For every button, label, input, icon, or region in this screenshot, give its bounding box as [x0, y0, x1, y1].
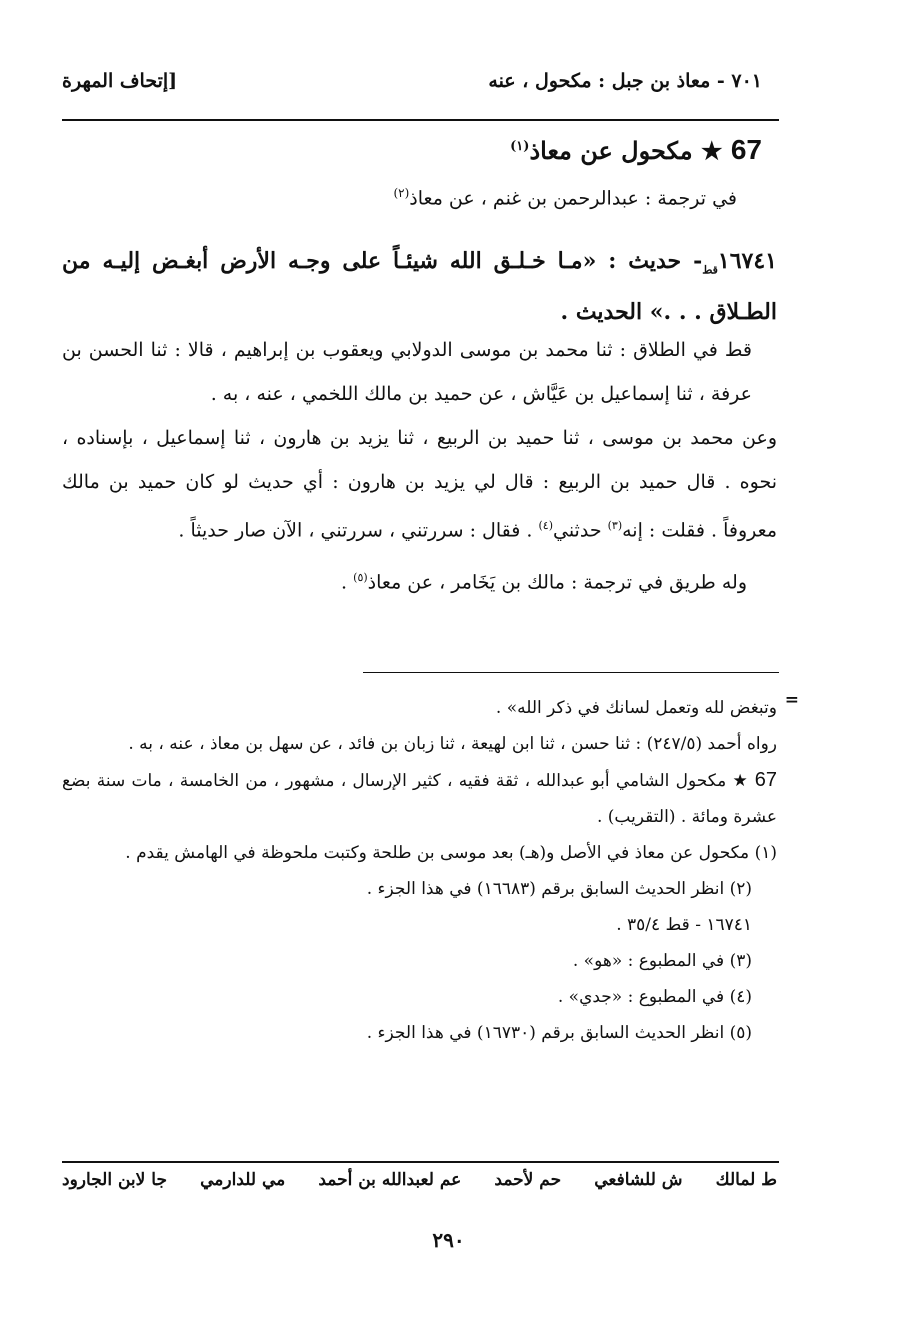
- footnote: وتبغض لله وتعمل لسانك في ذكر الله» .: [495, 698, 777, 718]
- footnote-ref: (٤): [538, 519, 553, 532]
- footnote: رواه أحمد (٢٤٧/٥) : ثنا حسن ، ثنا ابن لهيعة ، ثنا زبان بن فائد ، عن سهل بن معاذ ، عنه ، به .: [128, 734, 777, 754]
- footnotes: [62, 690, 777, 1051]
- footnote-ref: (٢): [393, 186, 410, 200]
- source-marker: قط: [702, 263, 718, 277]
- footnote: (٤) في المطبوع : «جدي» .: [557, 987, 752, 1007]
- footnote: 67 ★ مكحول الشامي أبو عبدالله ، ثقة فقيه ، كثير الإرسال ، مشهور ، من الخامسة ، مات سنة بضع عشرة ومائة . (التقريب) .: [62, 769, 777, 827]
- hadith-number: ١٦٧٤١: [717, 248, 777, 274]
- abbreviation: ش للشافعي: [594, 1170, 683, 1190]
- footnote-ref: (٥): [353, 571, 368, 585]
- footnote: ١٦٧٤١ - قط ٣٥/٤ .: [616, 915, 752, 935]
- footnote-separator: [363, 672, 779, 673]
- abbreviations-rule: [62, 1161, 779, 1163]
- paragraph: وله طريق في ترجمة : مالك بن يَخَامر ، عن معاذ$^{(٥)}$ .: [341, 571, 747, 594]
- paragraph: قط في الطلاق : ثنا محمد بن موسى الدولابي ويعقوب بن إبراهيم ، قالا : ثنا الحسن بن عرفة ، ثنا إسماعيل بن عَيَّاش ، عن حميد بن مالك اللخمي ، عنه ، به .: [62, 339, 752, 405]
- isnad-body: [62, 328, 777, 605]
- abbreviation: عم لعبدالله بن أحمد: [318, 1170, 462, 1190]
- footnote: (٢) انظر الحديث السابق برقم (١٦٦٨٣) في هذا الجزء .: [366, 879, 752, 899]
- abbreviation: ط لمالك: [715, 1170, 777, 1190]
- hadith-entry: [62, 240, 777, 334]
- section-title: مكحول عن معاذ: [529, 136, 693, 165]
- abbreviations-key: [62, 1170, 777, 1190]
- paragraph: وعن محمد بن موسى ، ثنا حميد بن الربيع ، ثنا يزيد بن هارون ، ثنا إسماعيل ، بإسناده ، نحوه . قال حميد بن الربيع : قال لي يزيد بن هارون : أي حديث لو كان حميد بن مالك معروفاً . فقلت : إنه$^{(٣)}$ حدثني$^{(٤)}$ . فقال : سررتني ، سررتني ، الآن صار حديثاً .: [62, 427, 777, 542]
- abbreviation: مي للدارمي: [200, 1170, 286, 1190]
- star-icon: ★: [732, 771, 749, 791]
- section-number: 67: [754, 769, 777, 791]
- hadith-text: - حديث : «مـا خـلـق الله شيئـاً على وجـه الأرض أبغـض إليـه من الطـلاق . . .» الحديث .: [62, 248, 777, 326]
- header-rule: [62, 119, 779, 121]
- section-number: 67: [730, 134, 762, 165]
- star-icon: ★: [700, 136, 723, 165]
- footnote: (٥) انظر الحديث السابق برقم (١٦٧٣٠) في هذا الجزء .: [366, 1023, 752, 1043]
- continuation-mark: =: [784, 690, 799, 710]
- footnote: (٣) في المطبوع : «هو» .: [572, 951, 752, 971]
- footnote-ref: (٣): [607, 519, 623, 532]
- section-subtitle: في ترجمة : عبدالرحمن بن غنم ، عن معاذ$^{(٢)}$: [393, 186, 737, 210]
- section-heading: [510, 134, 762, 166]
- footnote: (١) مكحول عن معاذ في الأصل و(هـ) بعد موسى بن طلحة وكتبت ملحوظة في الهامش يقدم .: [125, 843, 777, 863]
- running-header-title: ٧٠١ - معاذ بن جبل : مكحول ، عنه: [488, 70, 762, 92]
- page-number: ٢٩٠: [432, 1228, 465, 1252]
- abbreviation: حم لأحمد: [494, 1170, 562, 1190]
- footnote-ref: (١): [510, 139, 530, 154]
- running-header-book: [إتحاف المهرة: [62, 70, 178, 92]
- abbreviation: جا لابن الجارود: [62, 1170, 167, 1190]
